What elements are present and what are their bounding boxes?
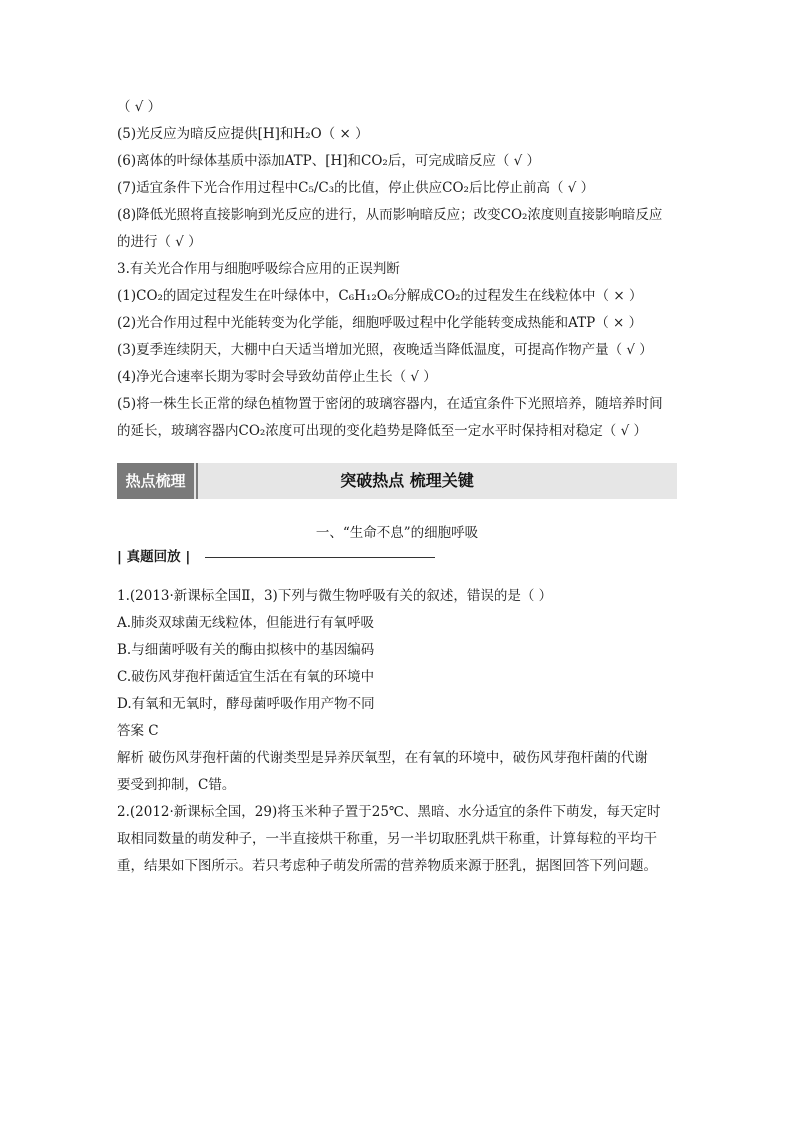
page-content [117,94,677,880]
review-label: | 真题回放 | [117,549,191,565]
section-title: 一、“生命不息”的细胞呼吸 [315,525,479,541]
banner-tag: 热点梳理 [117,463,194,499]
judgment-item: (4)净光合速率长期为零时会导致幼苗停止生长（ √ ） [117,369,437,385]
option-c: C.破伤风芽孢杆菌适宜生活在有氧的环境中 [117,669,375,685]
banner-title: 突破热点 梳理关键 [340,471,474,490]
judgment-item: (2)光合作用过程中光能转变为化学能，细胞呼吸过程中化学能转变成热能和ATP（ × ） [117,315,643,331]
judgment-item: (6)离体的叶绿体基质中添加ATP、[H]和CO₂后，可完成暗反应（ √ ） [117,153,541,169]
judgment-item-continuation: 的进行（ √ ） [117,234,202,250]
question-text: 取相同数量的萌发种子，一半直接烘干称重，另一半切取胚乳烘干称重，计算每粒的平均干 [117,831,657,847]
review-header [117,545,677,569]
question-text: 重，结果如下图所示。若只考虑种子萌发所需的营养物质来源于胚乳，据图回答下列问题。 [117,858,657,874]
judgment-item: (1)CO₂的固定过程发生在叶绿体中，C₆H₁₂O₆分解成CO₂的过程发生在线粒体中（ × ） [117,288,643,304]
judgment-item: (8)降低光照将直接影响到光反应的进行，从而影响暗反应；改变CO₂浓度则直接影响暗反应 [117,207,663,223]
answer-line: （ √ ） [117,99,162,115]
judgment-item: (3)夏季连续阴天，大棚中白天适当增加光照，夜晚适当降低温度，可提高作物产量（ √ ） [117,342,653,358]
review-divider [205,557,435,558]
judgment-item: (5)光反应为暗反应提供[H]和H₂O（ × ） [117,126,369,142]
question-stem: 1.(2013·新课标全国Ⅱ，3)下列与微生物呼吸有关的叙述，错误的是（ ） [117,588,553,604]
section-banner [117,463,677,499]
analysis: 解析 破伤风芽孢杆菌的代谢类型是异养厌氧型，在有氧的环境中，破伤风芽孢杆菌的代谢 [117,750,648,766]
option-d: D.有氧和无氧时，酵母菌呼吸作用产物不同 [117,696,375,712]
judgment-item: (5)将一株生长正常的绿色植物置于密闭的玻璃容器内，在适宜条件下光照培养，随培养时间 [117,396,663,412]
judgment-item: (7)适宜条件下光合作用过程中C₅/C₃的比值，停止供应CO₂后比停止前高（ √ ） [117,180,595,196]
option-b: B.与细菌呼吸有关的酶由拟核中的基因编码 [117,642,375,658]
option-a: A.肺炎双球菌无线粒体，但能进行有氧呼吸 [117,615,375,631]
question-stem: 2.(2012·新课标全国，29)将玉米种子置于25℃、黑暗、水分适宜的条件下萌发，每天定时 [117,804,661,820]
answer: 答案 C [117,723,159,739]
analysis-continuation: 要受到抑制，C错。 [117,777,236,793]
subsection-heading: 3.有关光合作用与细胞呼吸综合应用的正误判断 [117,261,400,277]
judgment-item-continuation: 的延长，玻璃容器内CO₂浓度可出现的变化趋势是降低至一定水平时保持相对稳定（ √ ） [117,423,647,439]
